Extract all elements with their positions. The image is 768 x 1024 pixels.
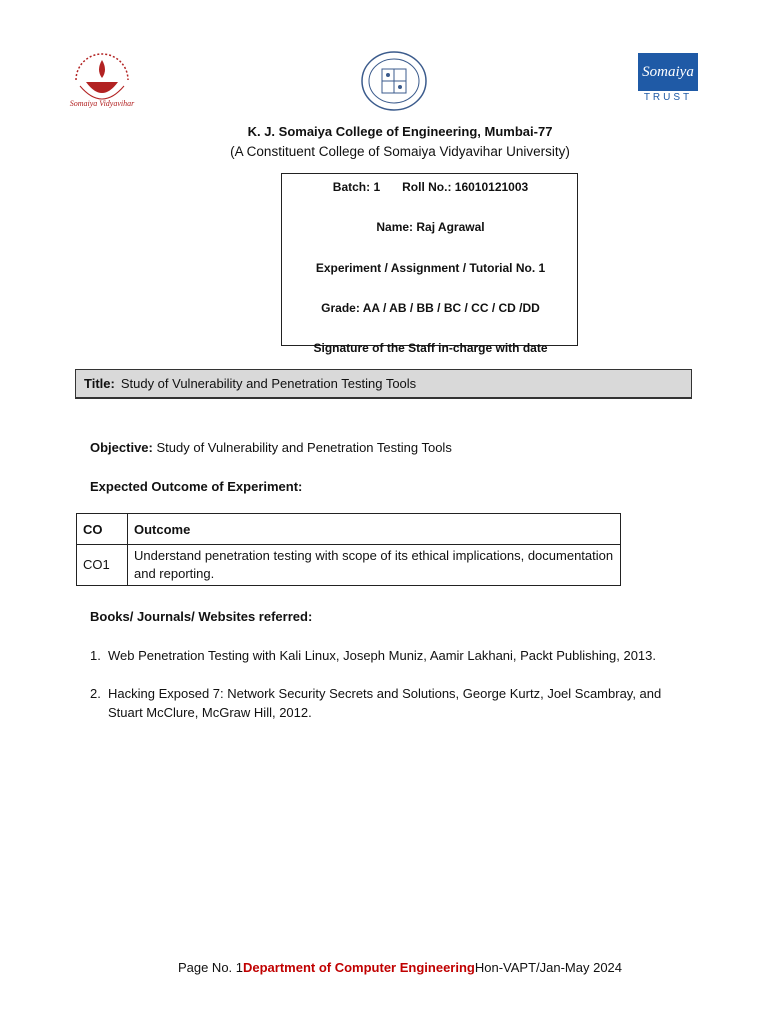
table-cell-co: CO1 bbox=[77, 545, 128, 586]
experiment-text: Experiment / Assignment / Tutorial No. 1 bbox=[315, 261, 546, 275]
signature-text: Signature of the Staff in-charge with date bbox=[313, 341, 548, 355]
books-heading: Books/ Journals/ Websites referred: bbox=[90, 609, 313, 624]
table-header-co: CO bbox=[77, 514, 128, 545]
batch-roll-line bbox=[282, 180, 579, 194]
reference-number: 2. bbox=[90, 686, 101, 701]
outcome-table bbox=[76, 513, 621, 586]
trust-label: TRUST bbox=[643, 92, 693, 103]
reference-text: Hacking Exposed 7: Network Security Secrets and Solutions, George Kurtz, Joel Scambray, and Stuart McClure, McGraw Hill, 2012. bbox=[108, 686, 662, 720]
college-seal-logo bbox=[358, 49, 430, 113]
name-text: Name: Raj Agrawal bbox=[376, 220, 485, 234]
batch-text: Batch: 1 bbox=[332, 180, 381, 194]
reference-text: Web Penetration Testing with Kali Linux, Joseph Muniz, Aamir Lakhani, Packt Publishing, 2013. bbox=[108, 648, 656, 663]
student-info-box bbox=[281, 173, 578, 355]
college-subtitle: (A Constituent College of Somaiya Vidyavihar University) bbox=[230, 144, 570, 159]
title-label: Title: bbox=[84, 376, 115, 391]
trust-brand: Somaiya bbox=[638, 53, 698, 91]
reference-item bbox=[90, 646, 690, 665]
footer-page: Page No. 1 bbox=[177, 960, 243, 975]
college-name: K. J. Somaiya College of Engineering, Mumbai-77 bbox=[247, 124, 553, 139]
table-header-row bbox=[77, 514, 621, 545]
somaiya-vidyavihar-logo bbox=[66, 46, 138, 108]
objective bbox=[90, 440, 452, 455]
roll-text: Roll No.: 16010121003 bbox=[402, 180, 529, 194]
reference-number: 1. bbox=[90, 648, 101, 663]
table-header-outcome: Outcome bbox=[128, 514, 621, 545]
logo-left-text: Somaiya Vidyavihar bbox=[69, 99, 135, 108]
table-row bbox=[77, 545, 621, 586]
objective-label: Objective: bbox=[90, 440, 153, 455]
objective-value: Study of Vulnerability and Penetration Testing Tools bbox=[156, 440, 452, 455]
footer-course: Hon-VAPT/Jan-May 2024 bbox=[474, 960, 623, 975]
page-footer bbox=[0, 960, 768, 975]
table-cell-outcome: Understand penetration testing with scope of its ethical implications, documentation and reporting. bbox=[128, 545, 621, 586]
grade-text: Grade: AA / AB / BB / BC / CC / CD /DD bbox=[321, 301, 540, 315]
title-bar bbox=[75, 369, 692, 399]
expected-outcome-heading: Expected Outcome of Experiment: bbox=[90, 479, 303, 494]
title-value: Study of Vulnerability and Penetration Testing Tools bbox=[120, 376, 417, 391]
footer-department: Department of Computer Engineering bbox=[243, 960, 475, 975]
reference-item bbox=[90, 684, 690, 722]
somaiya-trust-logo bbox=[638, 53, 700, 105]
